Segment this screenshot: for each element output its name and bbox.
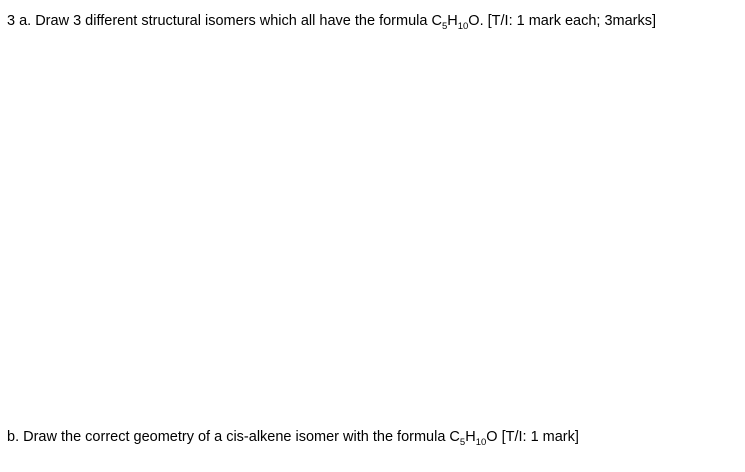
formula-element: C bbox=[449, 429, 460, 445]
formula-3a bbox=[431, 13, 480, 32]
question-3a-text: 3 a. Draw 3 different structural isomers which all have the formula bbox=[7, 13, 432, 29]
question-3a-marks: . [T/I: 1 mark each; 3marks] bbox=[479, 13, 657, 29]
formula-element: H bbox=[447, 13, 458, 29]
formula-element: O bbox=[486, 429, 498, 445]
answer-space-3b[interactable] bbox=[7, 452, 737, 470]
formula-subscript: 10 bbox=[475, 437, 487, 448]
formula-element: O bbox=[468, 13, 480, 29]
question-3b-marks: [T/I: 1 mark] bbox=[497, 429, 579, 445]
question-3a bbox=[7, 12, 656, 30]
formula-subscript: 10 bbox=[457, 21, 469, 32]
question-3b bbox=[7, 428, 579, 446]
formula-subscript: 5 bbox=[441, 21, 448, 32]
formula-element: C bbox=[431, 13, 442, 29]
formula-3b bbox=[449, 429, 498, 448]
question-3b-text: b. Draw the correct geometry of a cis-alkene isomer with the formula bbox=[7, 429, 450, 445]
formula-element: H bbox=[465, 429, 476, 445]
formula-subscript: 5 bbox=[459, 437, 466, 448]
answer-space-3a[interactable] bbox=[7, 36, 737, 420]
